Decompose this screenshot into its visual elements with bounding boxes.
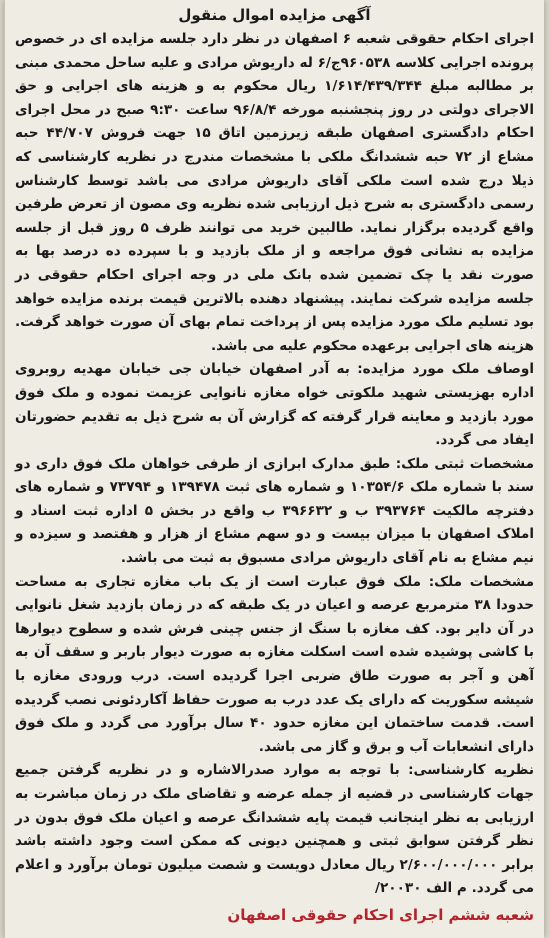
expert-appraisal-paragraph: نظریه کارشناسی: با توجه به موارد صدرالاشاره و در نظریه گرفتن جمیع جهات کارشناسی در قضیه از جمله عرضه و تقاضای ملک در زمان مباشرت به ارزیابی به نظر اینجانب قیمت پایه ششدانگ عرصه و اعیان ملک فوق بدون در نظر گرفتن سوابق ثبتی و همچنین دیونی که ممکن است وجود داشته باشد برابر ۲/۶۰۰/۰۰۰/۰۰۰ ریال معادل دویست و شصت میلیون تومان برآورد و اعلام می گردد. م الف ۲۰۰۳۰/ <box>15 762 534 897</box>
property-location-paragraph: اوصاف ملک مورد مزایده: به آدر اصفهان خیابان جی خیابان مهدیه روبروی اداره بهزیستی شهید ملکوتی خواه مغازه نانوایی عزیمت نموده و ملک فوق مورد بازدید و معاینه قرار گرفته که گزارش آن به شرح ذیل به تقدیم حضورتان ایفاد می گردد. <box>15 361 534 449</box>
property-specs-paragraph: مشخصات ملک: ملک فوق عبارت است از یک باب مغازه تجاری به مساحت حدودا ۳۸ مترمربع عرصه و اعیان در یک طبقه که در زمان بازدید شغل نانوایی در آن دایر بود. کف مغازه با سنگ از جنس چینی فرش شده و سطوح دیوارها با کاشی پوشیده شده است اسکلت مغازه به صورت دیوار باربر و سقف آن به آهن و آجر به صورت طاق ضربی اجرا گردیده است. درب ورودی مغازه با شیشه سکوریت که دارای یک عدد درب به صورت حفاظ آکاردئونی نصب گردیده است. قدمت ساختمان این مغازه حدود ۴۰ سال برآورد می گردد و ملک فوق دارای انشعابات آب و برق و گاز می باشد. <box>15 573 534 755</box>
newspaper-notice <box>4 0 544 938</box>
intro-paragraph: اجرای احکام حقوقی شعبه ۶ اصفهان در نظر دارد جلسه مزایده ای در خصوص پرونده اجرایی کلاسه ۹۶۰۵۳۸ج/۶ له داریوش مرادی و علیه ساحل محمدی مبنی بر مطالبه مبلغ ۱/۶۱۴/۴۳۹/۳۴۴ ریال محکوم به و هزینه های اجرایی و حق الاجرای دولتی در روز پنجشنبه مورخه ۹۶/۸/۴ ساعت ۹:۳۰ صبح در محل اجرای احکام دادگستری اصفهان طبقه زیرزمین اتاق ۱۵ جهت فروش ۴۴/۷۰۷ حبه مشاع از ۷۲ حبه ششدانگ ملکی با مشخصات مندرج در نظریه کارشناسی که ذیلا درج شده است ملکی آقای داریوش مرادی می باشد توسط کارشناس رسمی دادگستری به شرح ذیل ارزیابی شده نظریه وی مصون از تعرض طرفین واقع گردیده برگزار نماید. طالبین خرید می توانند ظرف ۵ روز قبل از جلسه مزایده به نشانی فوق مراجعه و از ملک بازدید و با سپرده ده درصد بها به صورت نقد یا چک تضمین شده بانک ملی در وجه اجرای احکام حقوقی در جلسه مزایده شرکت نمایند. پیشنهاد دهنده بالاترین قیمت برنده مزایده خواهد بود تسلیم ملک مورد مزایده پس از پرداخت تمام بهای آن صورت خواهد گرفت. هزینه های اجرایی برعهده محکوم علیه می باشد. <box>15 31 535 354</box>
notice-title: آگهی مزایده اموال منقول <box>178 6 371 24</box>
issuing-branch-signature: شعبه ششم اجرای احکام حقوقی اصفهان <box>227 905 534 924</box>
registry-details-paragraph: مشخصات ثبتی ملک: طبق مدارک ابرازی از طرفی خواهان ملک فوق داری دو سند با شماره ملک ۱۰۳۵۴/۶ و شماره های ثبت ۱۳۹۴۷۸ و ۷۳۷۹۴ و شماره های دفترچه مالکیت ۳۹۳۷۶۴ ب و ۳۹۶۶۳۲ ب واقع در بخش ۵ اداره ثبت اسناد و املاک اصفهان با میزان بیست و دو سهم مشاع از هزار و هفتصد و سیزده و نیم مشاع به نام آقای داریوش مرادی مسبوق به ثبت می باشد. <box>15 455 534 567</box>
